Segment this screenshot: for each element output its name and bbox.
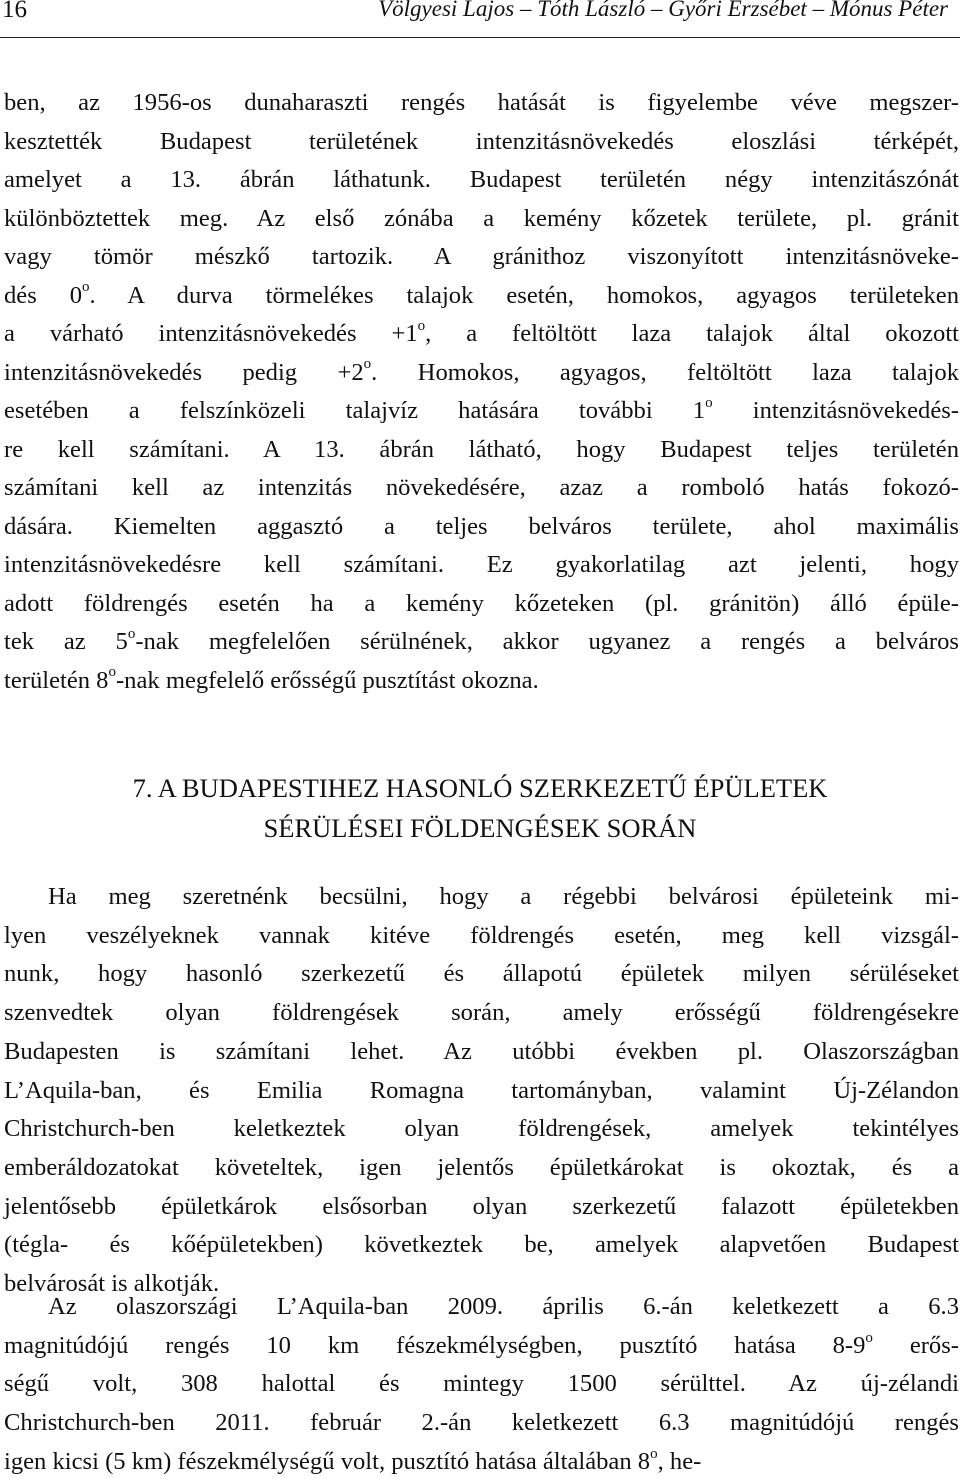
- p1-line: intenzitásnövekedésre kell számítani. Ez gyakorlatilag azt jelenti, hogy: [4, 551, 959, 578]
- p1-line: számítani kell az intenzitás növekedésére, azaz a romboló hatás fokozó-: [4, 474, 959, 501]
- p1-line: amelyet a 13. ábrán láthatunk. Budapest területén négy intenzitászónát: [4, 166, 959, 193]
- p1-line: területén 8$^o$-nak megfelelő erősségű pusztítást okozna.: [4, 664, 539, 694]
- p2-line: (tégla- és kőépületekben) következtek be, amelyek alapvetően Budapest: [4, 1231, 959, 1259]
- p1-line: különböztettek meg. Az első zónába a kemény kőzetek területe, pl. gránit: [4, 204, 959, 232]
- p1-line: intenzitásnövekedés pedig $+2^o$. Homokos, agyagos, feltöltött laza talajok: [4, 356, 959, 386]
- p1-line: dés 0$^o$. A durva törmelékes talajok esetén, homokos, agyagos területeken: [4, 279, 959, 309]
- p3-line: magnitúdójú rengés 10 km fészekmélységben, pusztító hatása 8-9$^o$ erős-: [4, 1329, 959, 1359]
- p1-line: kesztették Budapest területének intenzitásnövekedés eloszlási térképét,: [4, 127, 959, 155]
- p1-line: dására. Kiemelten aggasztó a teljes belváros területe, ahol maximális: [4, 512, 959, 540]
- p1-line: re kell számítani. A 13. ábrán látható, hogy Budapest teljes területén: [4, 435, 959, 463]
- p1-line: ben, az 1956-os dunaharaszti rengés hatását is figyelembe véve megszer-: [4, 89, 959, 116]
- section-title-line-1: 7. A BUDAPESTIHEZ HASONLÓ SZERKEZETŰ ÉPÜLETEK: [132, 773, 828, 803]
- p1-line: esetében a felszínközeli talajvíz hatására további 1$^o$ intenzitásnövekedés-: [4, 394, 959, 424]
- p3-line: igen kicsi (5 km) fészekmélységű volt, pusztító hatása általában 8$^o$, he-: [4, 1445, 702, 1475]
- p1-line: adott földrengés esetén ha a kemény kőzeteken (pl. gránitön) álló épüle-: [4, 589, 959, 617]
- p2-line: Ha meg szeretnénk becsülni, hogy a régebbi belvárosi épületeink mi-: [48, 883, 959, 910]
- p2-line: jelentősebb épületkárok elsősorban olyan szerkezetű falazott épületekben: [4, 1192, 959, 1220]
- header-rule: [0, 37, 960, 38]
- page-number: 16: [2, 0, 27, 23]
- p2-line: Budapesten is számítani lehet. Az utóbbi években pl. Olaszországban: [4, 1037, 959, 1065]
- running-head: Völgyesi Lajos – Tóth László – Győri Erzsébet – Mónus Péter: [378, 0, 948, 21]
- page-header: [0, 0, 960, 36]
- p1-line: vagy tömör mészkő tartozik. A gránithoz viszonyított intenzitásnöveke-: [4, 243, 959, 270]
- p2-line: nunk, hogy hasonló szerkezetű és állapotú épületek milyen sérüléseket: [4, 960, 959, 988]
- p2-line: belvárosát is alkotják.: [4, 1270, 220, 1297]
- section-title-line-2: SÉRÜLÉSEI FÖLDENGÉSEK SORÁN: [263, 813, 697, 843]
- p3-line: Christchurch-ben 2011. február 2.-án keletkezett 6.3 magnitúdójú rengés: [4, 1409, 959, 1437]
- p2-line: lyen veszélyeknek vannak kitéve földrengés esetén, meg kell vizsgál-: [4, 921, 959, 949]
- p1-line: tek az 5$^o$-nak megfelelően sérülnének, akkor ugyanez a rengés a belváros: [4, 625, 959, 655]
- p2-line: L’Aquila-ban, és Emilia Romagna tartományban, valamint Új-Zélandon: [4, 1076, 959, 1104]
- p1-line: a várható intenzitásnövekedés $+1^o$, a feltöltött laza talajok által okozott: [4, 317, 959, 347]
- p2-line: emberáldozatokat követeltek, igen jelentős épületkárokat is okoztak, és a: [4, 1153, 959, 1181]
- p3-line: Az olaszországi L’Aquila-ban 2009. április 6.-án keletkezett a 6.3: [48, 1293, 959, 1320]
- p3-line: ségű volt, 308 halottal és mintegy 1500 sérülttel. Az új-zélandi: [4, 1370, 959, 1398]
- p2-line: Christchurch-ben keletkeztek olyan földrengések, amelyek tekintélyes: [4, 1115, 959, 1143]
- p2-line: szenvedtek olyan földrengések során, amely erősségű földrengésekre: [4, 999, 959, 1027]
